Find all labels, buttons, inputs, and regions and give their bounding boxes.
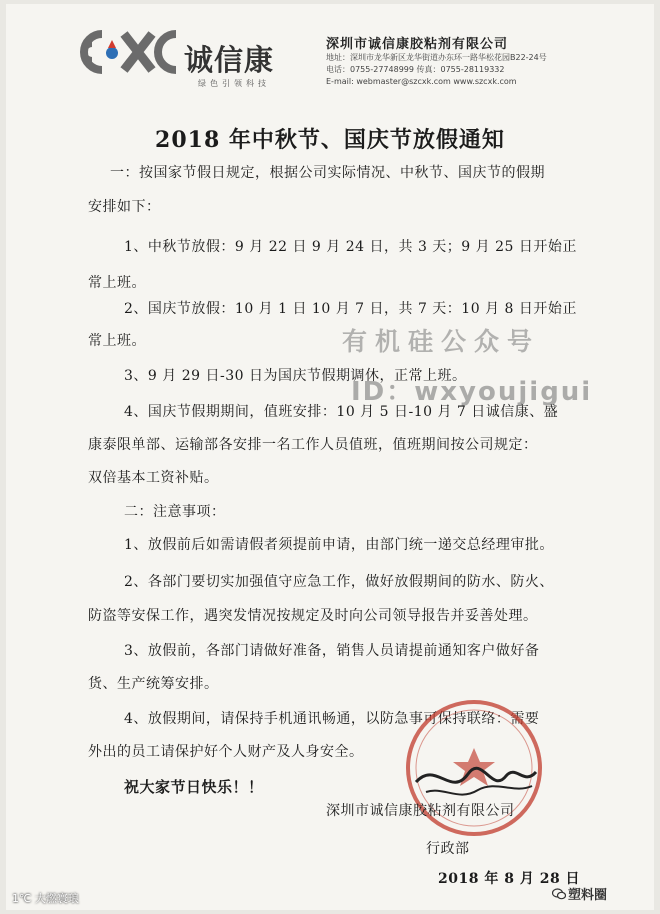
- signature-department: 行政部: [426, 841, 470, 857]
- footer-source-label: 塑料圈: [568, 888, 608, 903]
- note-2-cont: 防盗等安保工作，遇突发情况按规定及时向公司领导报告并妥善处理。: [88, 608, 538, 624]
- letterhead-phone: 电话：0755-27748999 传真：0755-28119332: [326, 65, 505, 74]
- item-2-cont: 常上班。: [88, 333, 146, 349]
- item-4-cont2: 双倍基本工资补贴。: [88, 470, 219, 486]
- letterhead-company-name: 深圳市诚信康胶粘剂有限公司: [326, 37, 509, 52]
- letterhead-address: 地址：深圳市龙华新区龙华街道办东环一路华松花园B22-24号: [326, 53, 547, 62]
- company-logo: [72, 28, 322, 92]
- signature-date: 2018 年 8 月 28 日: [438, 871, 581, 887]
- watermark-line-2: ID：wxyoujigui: [351, 377, 593, 407]
- item-2: 2、国庆节放假：10 月 1 日 10 月 7 日，共 7 天：10 月 8 日开始正: [124, 301, 577, 317]
- item-4: 4、国庆节假期期间，值班安排：10 月 5 日-10 月 7 日诚信康、盛: [124, 404, 559, 420]
- company-seal-stamp: [396, 690, 551, 845]
- item-1: 1、中秋节放假：9 月 22 日 9 月 24 日，共 3 天；9 月 25 日开始正: [124, 239, 577, 255]
- logo-name: 诚信康: [184, 43, 275, 77]
- wechat-icon: [552, 888, 566, 900]
- notice-title: 2018 年中秋节、国庆节放假通知: [155, 127, 505, 153]
- signature-company: 深圳市诚信康胶粘剂有限公司: [326, 803, 515, 819]
- note-4-cont: 外出的员工请保护好个人财产及人身安全。: [88, 744, 364, 760]
- watermark-line-1: 有机硅公众号: [342, 327, 541, 356]
- item-1-cont: 常上班。: [88, 275, 146, 291]
- holiday-greeting: 祝大家节日快乐！！: [124, 778, 264, 796]
- section1-intro-cont: 安排如下：: [88, 199, 161, 215]
- note-3: 3、放假前，各部门请做好准备，销售人员请提前通知客户做好备: [124, 643, 540, 659]
- letterhead-email: E-mail: webmaster@szcxk.com www.szcxk.com: [326, 77, 517, 86]
- section2-heading: 二：注意事项：: [124, 504, 226, 520]
- item-4-cont: 康泰限单部、运输部各安排一名工作人员值班，值班期间按公司规定：: [88, 437, 538, 453]
- note-3-cont: 货、生产统筹安排。: [88, 676, 219, 692]
- footer-left-watermark: 1℃ 大燃寰琅: [12, 892, 79, 905]
- note-2: 2、各部门要切实加强值守应急工作，做好放假期间的防水、防火、: [124, 574, 554, 590]
- note-4: 4、放假期间，请保持手机通讯畅通，以防急事可保持联络：需要: [124, 711, 540, 727]
- logo-slogan: 绿色引领科技: [198, 79, 270, 88]
- section1-intro: 一：按国家节假日规定，根据公司实际情况、中秋节、国庆节的假期: [110, 165, 545, 181]
- note-1: 1、放假前后如需请假者须提前申请，由部门统一递交总经理审批。: [124, 537, 554, 553]
- logo-mark-icon: [72, 28, 180, 76]
- item-3: 3、9 月 29 日-30 日为国庆节假期调休，正常上班。: [124, 368, 467, 384]
- notice-page: [6, 4, 654, 910]
- letterhead: [326, 33, 646, 88]
